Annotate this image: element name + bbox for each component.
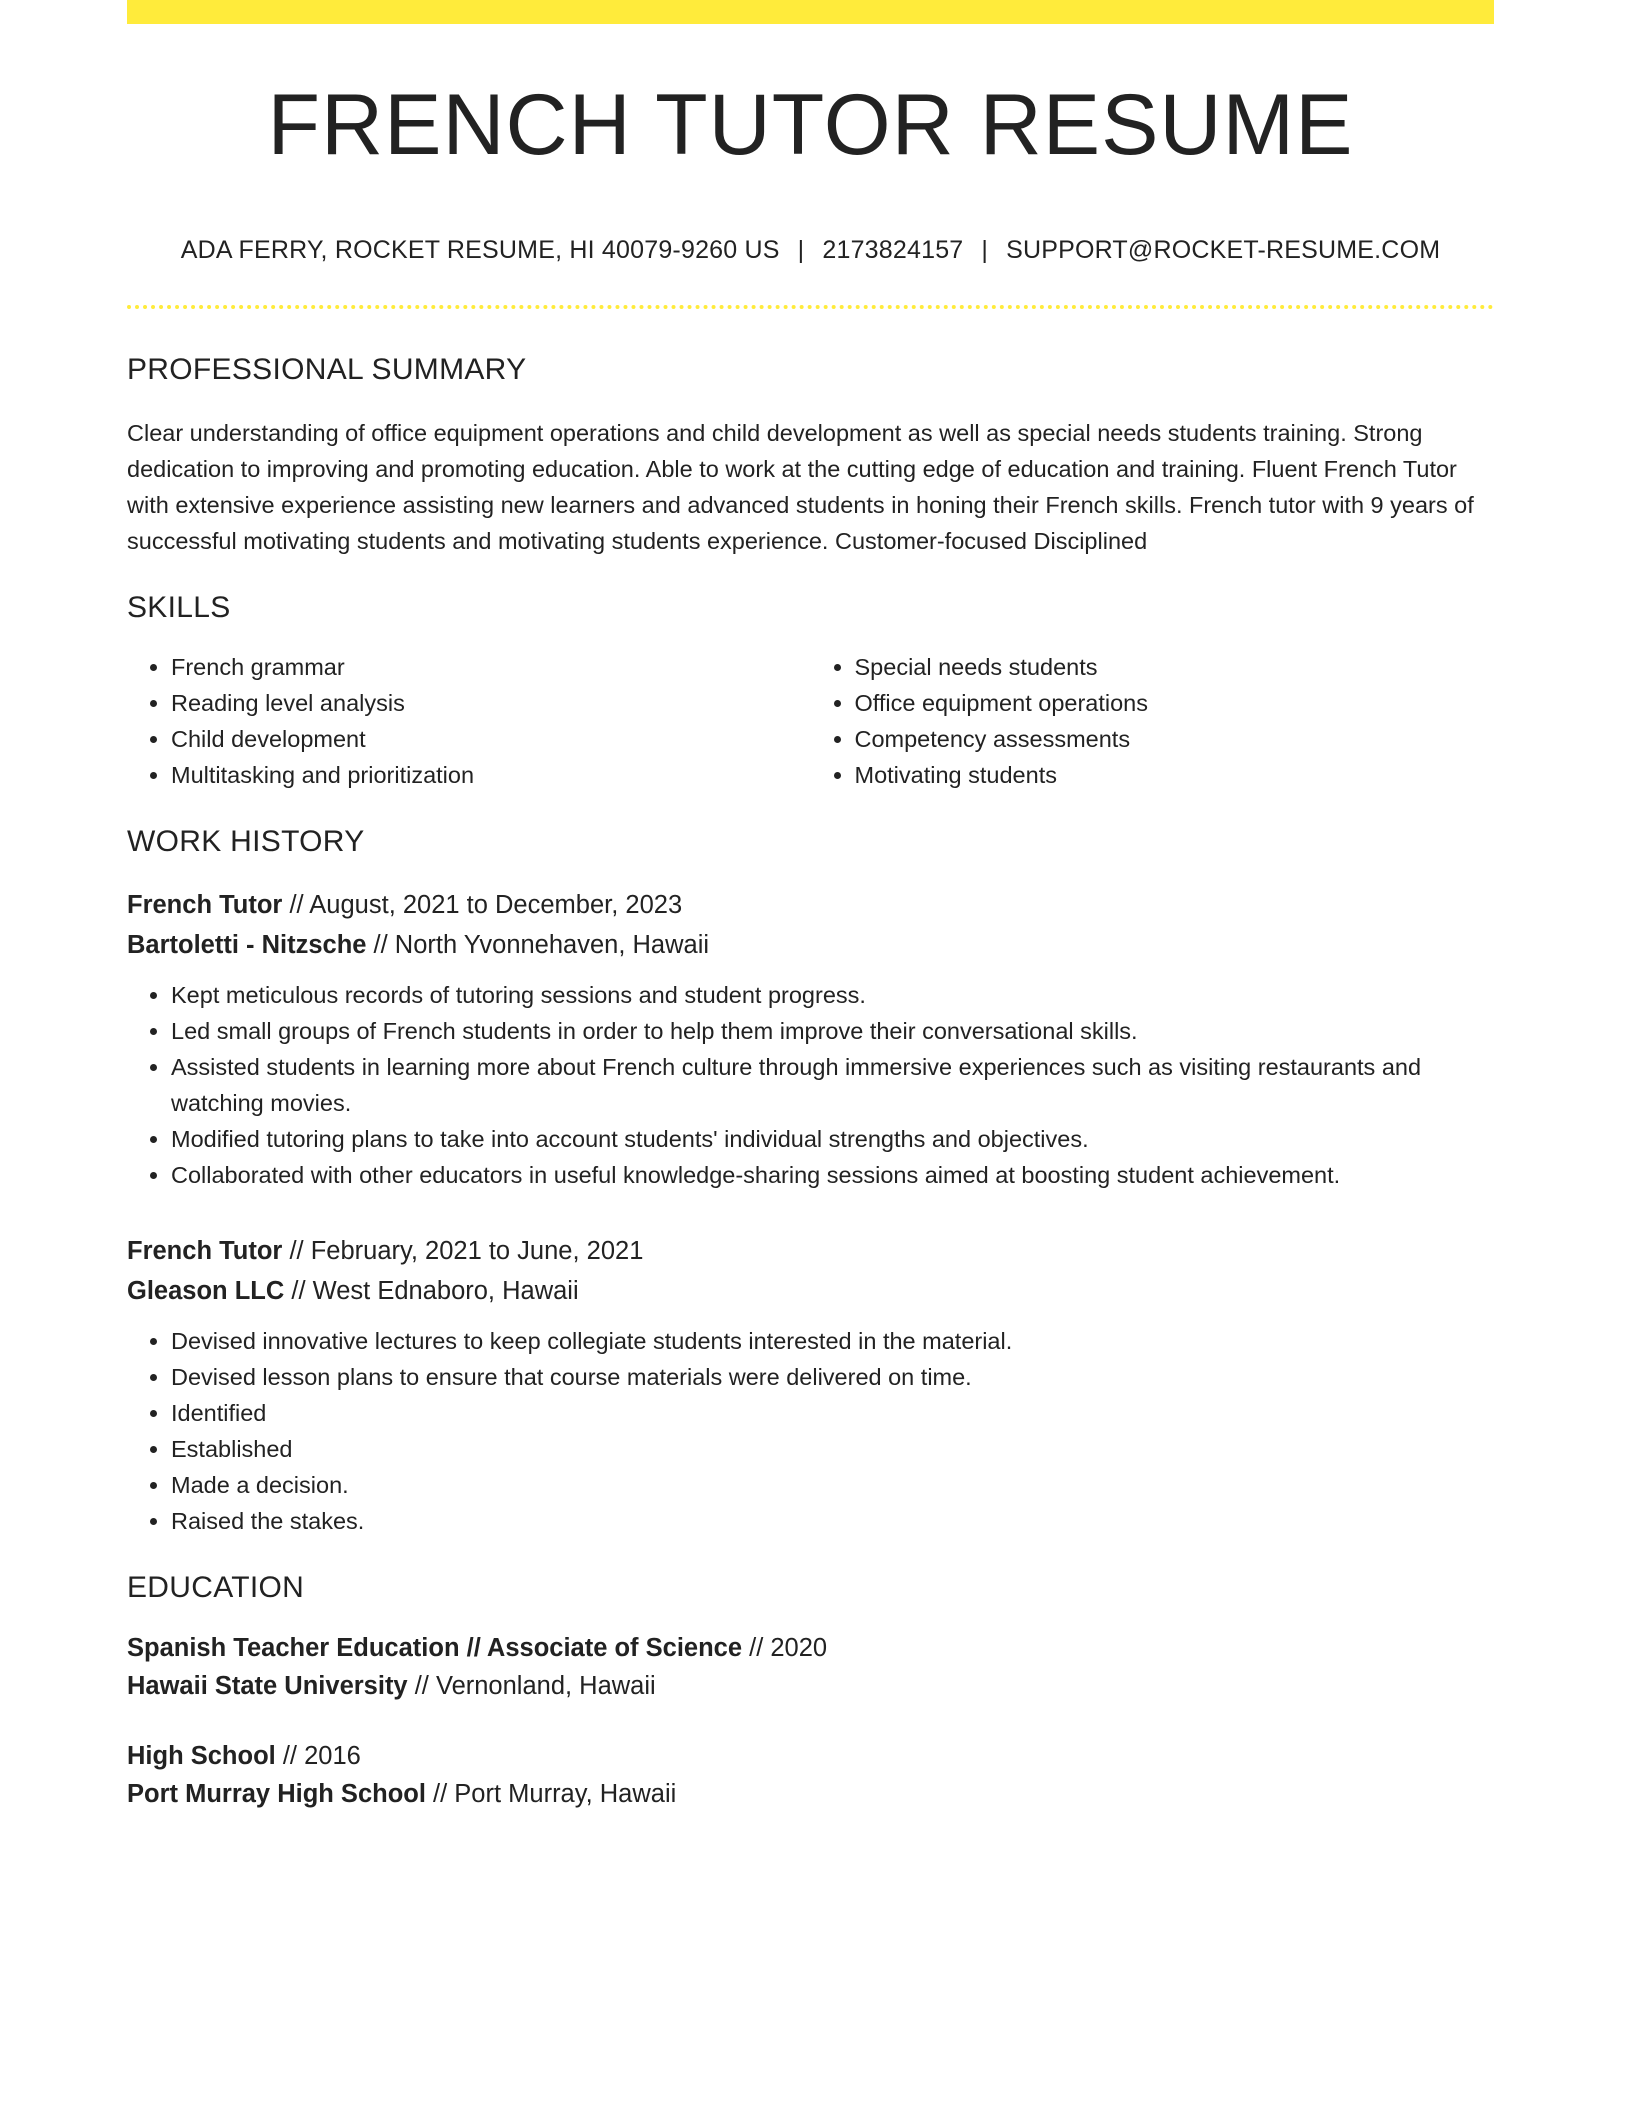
- job-bullet: • Assisted students in learning more about French culture through immersive experiences such as visiting restaurants and watching movies.: [171, 1049, 1494, 1121]
- job-bullet: • Devised innovative lectures to keep collegiate students interested in the material.: [171, 1323, 1494, 1359]
- education-heading: EDUCATION: [127, 1571, 305, 1604]
- skill-item: • Motivating students: [855, 757, 1495, 793]
- job-bullet: • Established: [171, 1431, 1494, 1467]
- education-year: // 2016: [282, 1742, 361, 1770]
- job-bullet: • Led small groups of French students in order to help them improve their conversational skills.: [171, 1013, 1494, 1049]
- skill-item: • French grammar: [171, 649, 811, 685]
- job-bullet: • Raised the stakes.: [171, 1503, 1494, 1539]
- header-divider: [127, 305, 1494, 309]
- education-school: Hawaii State University: [127, 1672, 408, 1700]
- contact-separator: |: [797, 236, 805, 264]
- skills-column-left: [127, 649, 811, 793]
- job-bullet: • Made a decision.: [171, 1467, 1494, 1503]
- job-bullet: • Devised lesson plans to ensure that course materials were delivered on time.: [171, 1359, 1494, 1395]
- education-degree-line: [127, 1737, 1494, 1775]
- job-location: // North Yvonnehaven, Hawaii: [373, 931, 710, 959]
- job-bullet: • Kept meticulous records of tutoring sessions and student progress.: [171, 977, 1494, 1013]
- skill-item: • Competency assessments: [855, 721, 1495, 757]
- skills-grid: [127, 649, 1494, 793]
- education-entry: [127, 1737, 1494, 1813]
- resume-title: FRENCH TUTOR RESUME: [267, 77, 1354, 173]
- education-degree-line: [127, 1629, 1494, 1667]
- job-company: Gleason LLC: [127, 1277, 285, 1305]
- job-dates: // August, 2021 to December, 2023: [289, 891, 683, 919]
- skills-heading: SKILLS: [127, 591, 231, 624]
- job-title-line: [127, 885, 1494, 925]
- skill-item: • Special needs students: [855, 649, 1495, 685]
- education-degree: High School: [127, 1742, 276, 1770]
- job-bullet: • Modified tutoring plans to take into account students' individual strengths and objectives.: [171, 1121, 1494, 1157]
- skill-item: • Office equipment operations: [855, 685, 1495, 721]
- skill-item: • Reading level analysis: [171, 685, 811, 721]
- education-year: // 2020: [749, 1634, 828, 1662]
- job-dates: // February, 2021 to June, 2021: [289, 1237, 644, 1265]
- job-bullet: • Identified: [171, 1395, 1494, 1431]
- education-school-line: [127, 1667, 1494, 1705]
- job-bullets: [127, 1323, 1494, 1539]
- education-school: Port Murray High School: [127, 1780, 426, 1808]
- education-degree: Spanish Teacher Education // Associate of Science: [127, 1634, 743, 1662]
- job-location: // West Ednaboro, Hawaii: [291, 1277, 579, 1305]
- education-location: // Port Murray, Hawaii: [433, 1780, 677, 1808]
- job-title: French Tutor: [127, 891, 283, 919]
- job-entry: [127, 1231, 1494, 1539]
- summary-text: Clear understanding of office equipment operations and child development as well as special needs students training. Strong dedication to improving and promoting education. Able to work at the cutting edge of education and training. Fluent French Tutor with extensive experience assisting new learners and advanced students in honing their French skills. French tutor with 9 years of successful motivating students and motivating students experience. Customer-focused Disciplined: [127, 420, 1474, 554]
- contact-line: [127, 236, 1494, 265]
- job-company-line: [127, 1271, 1494, 1311]
- resume-page: [127, 0, 1494, 1813]
- job-title-line: [127, 1231, 1494, 1271]
- contact-phone: 2173824157: [822, 236, 964, 264]
- job-company-line: [127, 925, 1494, 965]
- contact-separator: |: [981, 236, 989, 264]
- skill-item: • Child development: [171, 721, 811, 757]
- skills-column-right: [811, 649, 1495, 793]
- job-entry: [127, 885, 1494, 1193]
- contact-address: ADA FERRY, ROCKET RESUME, HI 40079-9260 US: [180, 236, 780, 264]
- skill-item: • Multitasking and prioritization: [171, 757, 811, 793]
- summary-heading: PROFESSIONAL SUMMARY: [127, 353, 527, 386]
- education-school-line: [127, 1775, 1494, 1813]
- contact-email: SUPPORT@ROCKET-RESUME.COM: [1006, 236, 1441, 264]
- job-bullets: [127, 977, 1494, 1193]
- work-history-heading: WORK HISTORY: [127, 825, 365, 858]
- job-company: Bartoletti - Nitzsche: [127, 931, 367, 959]
- job-bullet: • Collaborated with other educators in useful knowledge-sharing sessions aimed at boosting student achievement.: [171, 1157, 1494, 1193]
- accent-top-bar: [127, 0, 1494, 24]
- job-title: French Tutor: [127, 1237, 283, 1265]
- education-entry: [127, 1629, 1494, 1705]
- education-location: // Vernonland, Hawaii: [414, 1672, 656, 1700]
